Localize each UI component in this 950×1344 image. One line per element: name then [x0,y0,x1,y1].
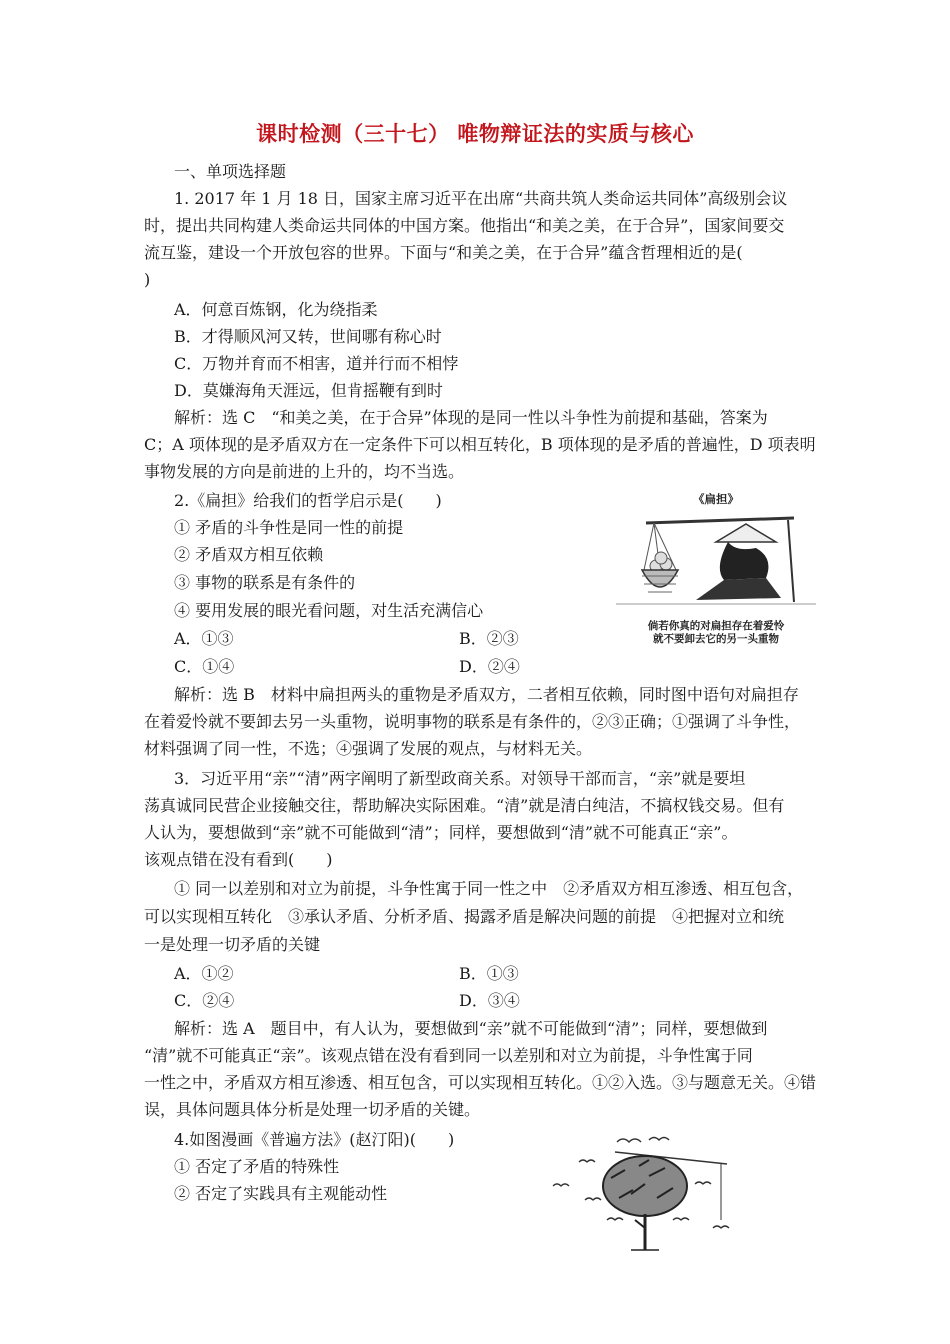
q1-stem-line: 时，提出共同构建人类命运共同体的中国方案。他指出“和美之美，在于合异”，国家间要交 [144,216,785,235]
figure-title: 《扁担》 [693,492,739,506]
q3-stem-line: 荡真诚同民营企业接触交往，帮助解决实际困难。“清”就是清白纯洁，不搞权钱交易。但有 [144,796,785,815]
q4-stem: 4.如图漫画《普遍方法》(赵汀阳)( ) [174,1130,455,1149]
q1-stem-line: 1. 2017 年 1 月 18 日，国家主席习近平在出席“共商共筑人类命运共同体”高级别会议 [174,189,788,208]
q2-item: ② 矛盾双方相互依赖 [174,545,324,564]
q2-item: ④ 要用发展的眼光看问题，对生活充满信心 [174,601,484,620]
q2-stem: 2.《扁担》给我们的哲学启示是( ) [174,491,442,510]
q1-stem-line: 流互鉴，建设一个开放包容的世界。下面与“和美之美，在于合异”蕴含哲理相近的是( [144,243,743,262]
q3-analysis-line: 误，具体问题具体分析是处理一切矛盾的关键。 [144,1100,481,1119]
q2-analysis-line: 解析：选 B 材料中扁担两头的重物是矛盾双方，二者相互依赖，同时图中语句对扁担存 [174,685,799,704]
q3-option-b: B．①③ [459,964,519,983]
q2-option-b: B．②③ [459,629,519,648]
q3-option-c: C．②④ [174,991,235,1010]
q3-analysis-line: 解析：选 A 题目中，有人认为，要想做到“亲”就不可能做到“清”；同样，要想做到 [174,1019,768,1038]
q3-item-line: 可以实现相互转化 ③承认矛盾、分析矛盾、揭露矛盾是解决问题的前提 ④把握对立和统 [144,907,785,926]
q2-analysis-line: 材料强调了同一性，不选；④强调了发展的观点，与材料无关。 [144,739,593,758]
section-heading: 一、单项选择题 [174,162,287,181]
q3-stem-line: 3．习近平用“亲”“清”两字阐明了新型政商关系。对领导干部而言，“亲”就是要坦 [174,769,746,788]
q3-item-line: ① 同一以差别和对立为前提，斗争性寓于同一性之中 ②矛盾双方相互渗透、相互包含， [174,879,804,898]
q1-stem-line: ) [144,270,151,289]
q2-item: ① 矛盾的斗争性是同一性的前提 [174,518,404,537]
q1-analysis-line: 事物发展的方向是前进的上升的，均不当选。 [144,462,465,481]
q3-analysis-line: 一性之中，矛盾双方相互渗透、相互包含，可以实现相互转化。①②入选。③与题意无关。④错 [144,1073,817,1092]
cartoon-tree-drawing [545,1128,745,1254]
q1-analysis-line: 解析：选 C “和美之美，在于合异”体现的是同一性以斗争性为前提和基础，答案为 [174,408,768,427]
carrying-pole-drawing [616,508,816,608]
q3-option-d: D．③④ [459,991,520,1010]
q3-stem-line: 该观点错在没有看到( ) [144,850,333,869]
q3-option-a: A．①② [174,964,234,983]
q1-option-a: A．何意百炼钢，化为绕指柔 [174,300,378,319]
q1-option-c: C．万物并育而不相害，道并行而不相悖 [174,354,459,373]
figure-caption: 倘若你真的对扁担存在着爱怜 [647,620,785,632]
q2-option-d: D．②④ [459,657,520,676]
q4-item: ① 否定了矛盾的特殊性 [174,1157,340,1176]
q2-item: ③ 事物的联系是有条件的 [174,573,356,592]
cartoon-tree-illustration [545,1128,745,1254]
q4-item: ② 否定了实践具有主观能动性 [174,1184,388,1203]
page-title: 课时检测（三十七） 唯物辩证法的实质与核心 [256,121,694,146]
q2-analysis-line: 在着爱怜就不要卸去另一头重物，说明事物的联系是有条件的，②③正确；①强调了斗争性， [144,712,801,731]
q1-analysis-line: C；A 项体现的是矛盾双方在一定条件下可以相互转化，B 项体现的是矛盾的普遍性，D 项表明 [144,435,816,454]
q3-analysis-line: “清”就不可能真正“亲”。该观点错在没有看到同一以差别和对立为前提，斗争性寓于同 [144,1046,753,1065]
q1-option-d: D．莫嫌海角天涯远，但肯摇鞭有到时 [174,381,443,400]
carrying-pole-illustration [616,492,816,645]
q1-option-b: B．才得顺风河又转，世间哪有称心时 [174,327,442,346]
figure-caption: 就不要卸去它的另一头重物 [653,633,779,645]
q3-item-line: 一是处理一切矛盾的关键 [144,935,321,954]
q2-option-c: C．①④ [174,657,235,676]
q2-option-a: A．①③ [174,629,234,648]
q3-stem-line: 人认为，要想做到“亲”就不可能做到“清”；同样，要想做到“清”就不可能真正“亲”。 [144,823,738,842]
